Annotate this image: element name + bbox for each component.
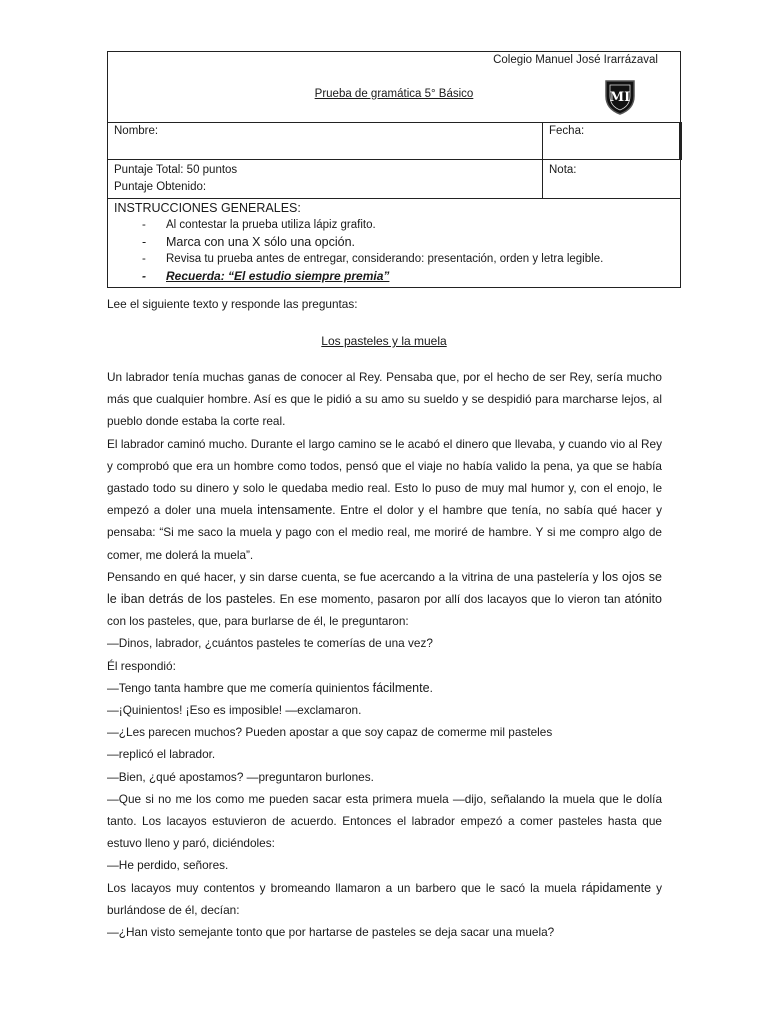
- dialogue-line: —¡Quinientos! ¡Eso es imposible! —exclamaron.: [107, 703, 362, 718]
- school-shield-icon: [600, 76, 640, 116]
- date-label: Fecha:: [549, 125, 585, 137]
- instruction-item: - Al contestar la prueba utiliza lápiz grafito.: [114, 217, 674, 234]
- obtained-score: Puntaje Obtenido:: [114, 181, 207, 193]
- instructions-heading: INSTRUCCIONES GENERALES:: [114, 201, 301, 215]
- school-name: Colegio Manuel José Irarrázaval: [493, 54, 658, 66]
- logo-letters: MI: [609, 90, 631, 105]
- story-text: [107, 366, 662, 943]
- name-field[interactable]: [108, 123, 543, 160]
- name-label: Nombre:: [114, 125, 159, 137]
- instruction-item: - Revisa tu prueba antes de entregar, considerando: presentación, orden y letra legible.: [114, 251, 674, 268]
- keyword: fácilmente: [372, 680, 430, 695]
- instruction-item: - Marca con una X sólo una opción.: [114, 234, 674, 251]
- story-title: Los pasteles y la muela: [321, 334, 447, 348]
- dialogue-line: —Que si no me los como me pueden sacar esta primera muela —dijo, señalando la muela que le dolía tanto. Los lacayos estuvieron de acuerdo. Entonces el labrador empezó a comer pasteles hasta que estuvo lleno y paró, diciéndoles:: [107, 791, 662, 851]
- dialogue-line: —He perdido, señores.: [107, 858, 229, 873]
- story-paragraph: Un labrador tenía muchas ganas de conocer al Rey. Pensaba que, por el hecho de ser Rey, sería mucho más que cualquier hombre. Así es que le pidió a su amo su sueldo y se despidió para marcharse lejos, al pueblo donde estaba la corte real.: [107, 370, 662, 429]
- story-paragraph: Pensando en qué hacer, y sin darse cuenta, se fue acercando a la vitrina de una pastelería y los ojos se le iban detrás de los pasteles. En ese momento, pasaron por allí dos lacayos que lo vieron tan atónito con los pasteles, que, para burlarse de él, le preguntaron:: [107, 569, 662, 629]
- dialogue-line: —¿Les parecen muchos? Pueden apostar a que soy capaz de comerme mil pasteles: [107, 725, 553, 740]
- instructions-cell: [108, 199, 681, 288]
- header-table: [107, 51, 682, 288]
- story-paragraph: El labrador caminó mucho. Durante el largo camino se le acabó el dinero que llevaba, y cuando vio al Rey y comprobó que era un hombre como todos, pensó que el viaje no había valido la pena, ya que se había gastado todo su dinero y solo le quedaba medio real. Esto lo puso de muy mal humor y, con el enojo, le empezó a doler una muela intensamente. Entre el dolor y el hambre que tenía, no sabía qué hacer y pensaba: “Si me saco la muela y pago con el medio real, me moriré de hambre. Y si me compro algo de comer, me dolerá la muela”.: [107, 436, 663, 562]
- intro-text: Lee el siguiente texto y responde las preguntas:: [107, 297, 358, 311]
- test-title: Prueba de gramática 5° Básico: [314, 88, 474, 100]
- dialogue-line: Él respondió:: [107, 658, 176, 673]
- dialogue-line: —Tengo tanta hambre que me comería quinientos fácilmente.: [107, 680, 433, 695]
- instruction-item: - Recuerda: “El estudio siempre premia”: [114, 268, 674, 285]
- grade-field[interactable]: [543, 160, 681, 199]
- instructions-list: [114, 217, 674, 285]
- dialogue-line: —¿Han visto semejante tonto que por hartarse de pasteles se deja sacar una muela?: [107, 925, 555, 940]
- grade-label: Nota:: [549, 164, 577, 176]
- keyword: los ojos se le iban detrás de los pasteles: [107, 569, 662, 607]
- dialogue-line: —Dinos, labrador, ¿cuántos pasteles te comerías de una vez?: [107, 636, 433, 651]
- dialogue-line: —Bien, ¿qué apostamos? —preguntaron burlones.: [107, 769, 374, 784]
- score-cell: [108, 160, 543, 199]
- title-cell: [108, 52, 681, 123]
- keyword: atónito: [624, 592, 662, 607]
- total-score: Puntaje Total: 50 puntos: [114, 164, 238, 176]
- dialogue-line: —replicó el labrador.: [107, 747, 216, 762]
- story-paragraph: Los lacayos muy contentos y bromeando llamaron a un barbero que le sacó la muela rápidamente y burlándose de él, decían:: [107, 880, 662, 917]
- date-field[interactable]: [543, 123, 681, 160]
- keyword: intensamente: [257, 503, 333, 518]
- keyword: rápidamente: [581, 880, 652, 895]
